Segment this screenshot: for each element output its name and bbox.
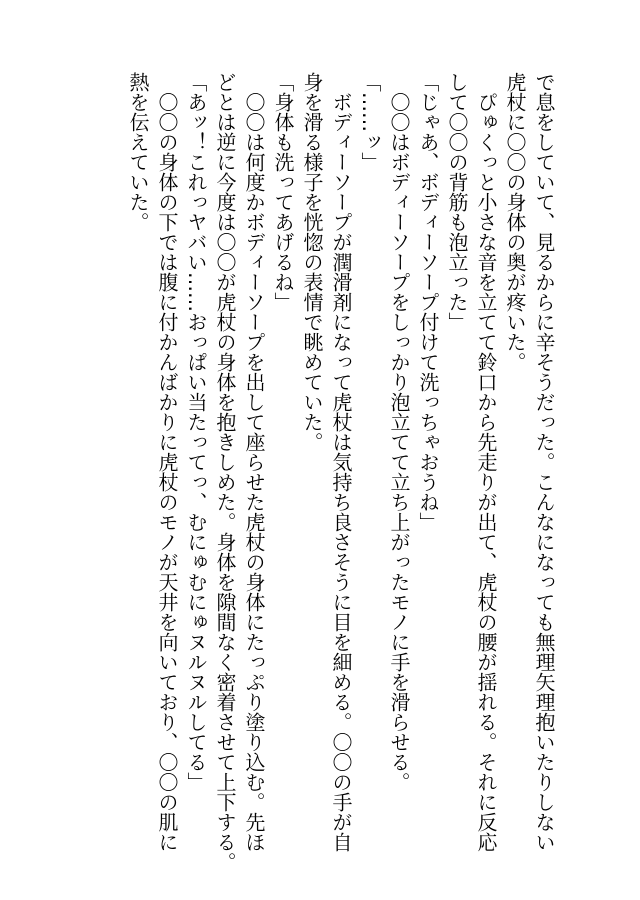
text-line: 「身体も洗ってあげるね」 bbox=[271, 72, 295, 312]
text-line: で息をしていて、見るからに辛そうだった。こんなになっても無理矢理抱いたりしない bbox=[532, 72, 556, 852]
vertical-text-body bbox=[123, 72, 558, 872]
text-line: して〇〇の背筋も泡立った」 bbox=[445, 72, 469, 332]
text-line: ぴゅくっと小さな音を立てて鈴口から先走りが出て、虎杖の腰が揺れる。それに反応 bbox=[474, 72, 498, 852]
text-line: 虎杖に〇〇の身体の奥が疼いた。 bbox=[503, 72, 527, 372]
text-line: 「……ッ」 bbox=[358, 72, 382, 172]
text-line: 身を滑る様子を恍惚の表情で眺めていた。 bbox=[300, 72, 324, 452]
text-line: 「あッ！これっヤバい……おっぱい当たってっ、むにゅむにゅヌルヌルしてる」 bbox=[184, 72, 208, 792]
text-line: 〇〇の身体の下では腹に付かんばかりに虎杖のモノが天井を向いており、〇〇の肌に bbox=[155, 72, 179, 852]
text-line: 熱を伝えていた。 bbox=[126, 72, 150, 232]
text-line: ボディーソープが潤滑剤になって虎杖は気持ち良さそうに目を細める。〇〇の手が自 bbox=[329, 72, 353, 852]
text-line: 〇〇は何度かボディーソープを出して座らせた虎杖の身体にたっぷり塗り込む。先ほ bbox=[242, 72, 266, 852]
text-line: 「じゃあ、ボディーソープ付けて洗っちゃおうね」 bbox=[416, 72, 440, 532]
text-line: どとは逆に今度は〇〇が虎杖の身体を抱きしめた。身体を隙間なく密着させて上下する。 bbox=[213, 72, 237, 872]
text-line: 〇〇はボディーソープをしっかり泡立てて立ち上がったモノに手を滑らせる。 bbox=[387, 72, 411, 792]
